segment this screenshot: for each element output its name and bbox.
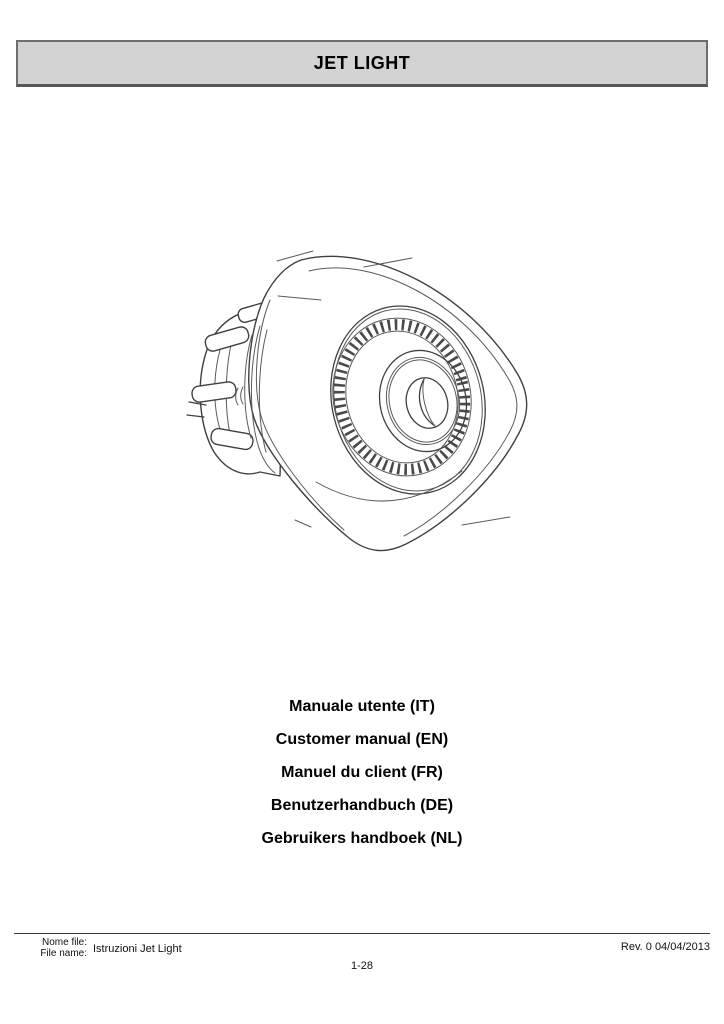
revision-label: Rev. 0 04/04/2013 (620, 941, 710, 953)
file-label-english: File name: (40, 948, 87, 959)
product-drawing (180, 240, 540, 570)
jet-light-illustration (180, 240, 540, 570)
language-item-nl: Gebruikers handboek (NL) (261, 830, 463, 847)
title-bar (16, 40, 708, 87)
file-label-italian: Nome file: (41, 937, 87, 948)
language-item-en: Customer manual (EN) (275, 731, 449, 748)
footer-divider (14, 933, 710, 934)
language-item-de: Benutzerhandbuch (DE) (270, 797, 454, 814)
page-number: 1-28 (350, 960, 374, 972)
file-name-value: Istruzioni Jet Light (93, 943, 182, 955)
language-list (0, 690, 724, 855)
file-name-labels (14, 937, 87, 959)
language-item-it: Manuale utente (IT) (289, 698, 435, 715)
page-title: JET LIGHT (313, 52, 411, 73)
language-item-fr: Manuel du client (FR) (281, 764, 443, 781)
